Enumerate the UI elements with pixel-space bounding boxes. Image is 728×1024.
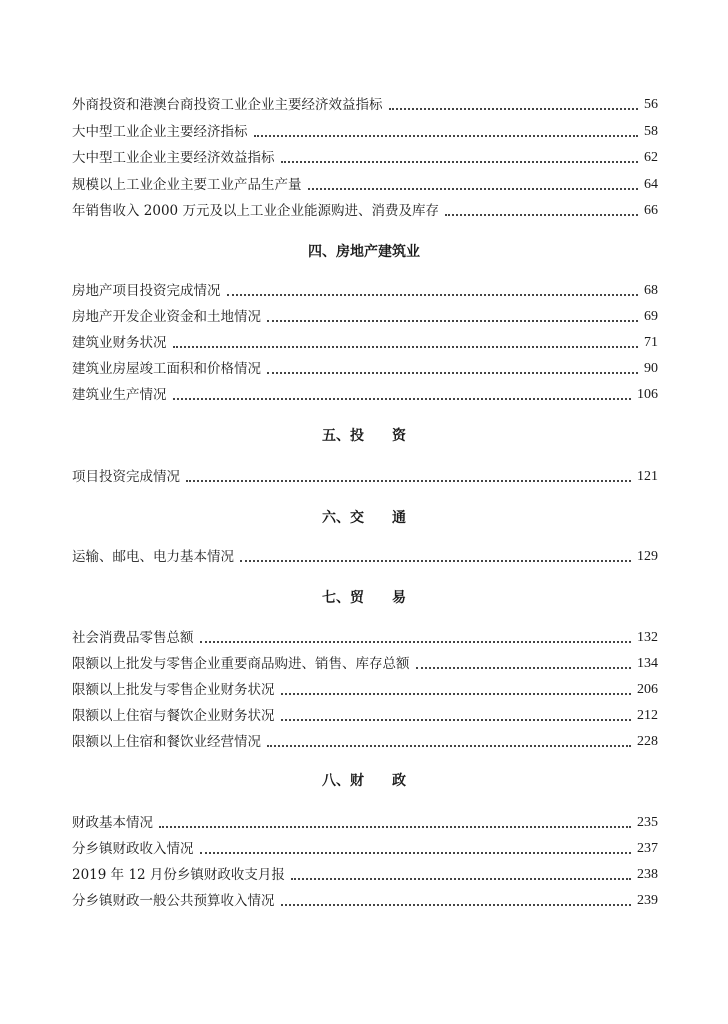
dot-leader — [186, 480, 631, 482]
toc-entry-title: 限额以上住宿与餐饮企业财务状况 — [72, 708, 275, 724]
toc-entry-title: 限额以上住宿和餐饮业经营情况 — [72, 734, 261, 750]
toc-entry-page: 238 — [637, 867, 658, 882]
toc-entry-title: 外商投资和港澳台商投资工业企业主要经济效益指标 — [72, 97, 383, 113]
dot-leader — [281, 693, 632, 695]
toc-entry-title: 大中型工业企业主要经济指标 — [72, 124, 248, 140]
dot-leader — [389, 108, 639, 110]
section-heading: 四、房地产建筑业 — [308, 244, 420, 260]
toc-entry-page: 121 — [637, 469, 658, 484]
toc-entry[interactable] — [72, 628, 658, 648]
toc-entry-title: 规模以上工业企业主要工业产品生产量 — [72, 177, 302, 193]
dot-leader — [308, 188, 639, 190]
toc-entry-page: 228 — [637, 734, 658, 749]
toc-entry-page: 58 — [644, 124, 658, 139]
toc-entry-page: 237 — [637, 841, 658, 856]
toc-entry-title: 分乡镇财政收入情况 — [72, 841, 194, 857]
dot-leader — [200, 852, 632, 854]
toc-entry[interactable] — [72, 839, 658, 859]
section-heading: 六、交 通 — [322, 510, 406, 526]
dot-leader — [281, 904, 632, 906]
toc-entry-page: 71 — [644, 335, 658, 350]
toc-entry-title: 社会消费品零售总额 — [72, 630, 194, 646]
toc-entry-title: 建筑业生产情况 — [72, 387, 167, 403]
toc-entry-title: 大中型工业企业主要经济效益指标 — [72, 150, 275, 166]
toc-entry[interactable] — [72, 175, 658, 195]
toc-entry[interactable] — [72, 307, 658, 327]
toc-entry-title: 建筑业房屋竣工面积和价格情况 — [72, 361, 261, 377]
toc-entry[interactable] — [72, 201, 658, 221]
toc-entry-page: 68 — [644, 283, 658, 298]
dot-leader — [159, 826, 631, 828]
toc-entry-title: 2019 年 12 月份乡镇财政收支月报 — [72, 867, 285, 883]
toc-entry-title: 财政基本情况 — [72, 815, 153, 831]
toc-entry[interactable] — [72, 385, 658, 405]
dot-leader — [267, 372, 638, 374]
toc-entry[interactable] — [72, 95, 658, 115]
toc-entry-title: 限额以上批发与零售企业财务状况 — [72, 682, 275, 698]
dot-leader — [227, 294, 639, 296]
toc-entry-page: 62 — [644, 150, 658, 165]
toc-entry-title: 运输、邮电、电力基本情况 — [72, 549, 234, 565]
toc-entry-page: 56 — [644, 97, 658, 112]
dot-leader — [416, 667, 632, 669]
toc-entry-title: 分乡镇财政一般公共预算收入情况 — [72, 893, 275, 909]
toc-entry-title: 房地产项目投资完成情况 — [72, 283, 221, 299]
dot-leader — [281, 161, 639, 163]
dot-leader — [267, 320, 638, 322]
toc-entry-page: 129 — [637, 549, 658, 564]
toc-entry[interactable] — [72, 148, 658, 168]
toc-entry[interactable] — [72, 654, 658, 674]
toc-entry-title: 项目投资完成情况 — [72, 469, 180, 485]
toc-entry-page: 134 — [637, 656, 658, 671]
section-heading: 七、贸 易 — [322, 590, 406, 606]
dot-leader — [173, 398, 632, 400]
toc-entry-title: 建筑业财务状况 — [72, 335, 167, 351]
toc-entry-page: 239 — [637, 893, 658, 908]
toc-entry-title: 房地产开发企业资金和土地情况 — [72, 309, 261, 325]
toc-entry[interactable] — [72, 547, 658, 567]
toc-entry[interactable] — [72, 891, 658, 911]
toc-entry[interactable] — [72, 359, 658, 379]
toc-entry-page: 69 — [644, 309, 658, 324]
dot-leader — [254, 135, 639, 137]
toc-entry[interactable] — [72, 680, 658, 700]
dot-leader — [173, 346, 639, 348]
toc-entry-page: 235 — [637, 815, 658, 830]
toc-entry-page: 132 — [637, 630, 658, 645]
toc-entry[interactable] — [72, 333, 658, 353]
dot-leader — [200, 641, 632, 643]
section-heading: 五、投 资 — [322, 428, 406, 444]
toc-entry-page: 64 — [644, 177, 658, 192]
toc-entry[interactable] — [72, 813, 658, 833]
dot-leader — [281, 719, 632, 721]
toc-entry-title: 年销售收入 2000 万元及以上工业企业能源购进、消费及库存 — [72, 203, 439, 219]
toc-entry[interactable] — [72, 122, 658, 142]
toc-entry[interactable] — [72, 467, 658, 487]
dot-leader — [267, 745, 631, 747]
toc-entry[interactable] — [72, 865, 658, 885]
section-heading: 八、财 政 — [322, 773, 406, 789]
toc-entry-page: 90 — [644, 361, 658, 376]
toc-entry-page: 212 — [637, 708, 658, 723]
toc-entry[interactable] — [72, 706, 658, 726]
toc-entry[interactable] — [72, 732, 658, 752]
dot-leader — [291, 878, 631, 880]
toc-entry[interactable] — [72, 281, 658, 301]
dot-leader — [240, 560, 631, 562]
toc-entry-page: 106 — [637, 387, 658, 402]
toc-entry-title: 限额以上批发与零售企业重要商品购进、销售、库存总额 — [72, 656, 410, 672]
toc-entry-page: 66 — [644, 203, 658, 218]
dot-leader — [445, 214, 638, 216]
toc-entry-page: 206 — [637, 682, 658, 697]
